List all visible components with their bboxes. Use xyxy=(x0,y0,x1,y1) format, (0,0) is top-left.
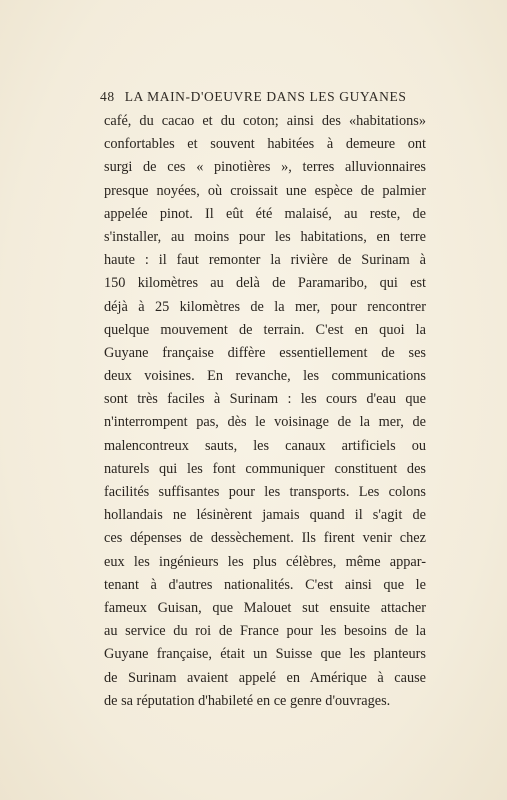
text-line: fameux Guisan, que Malouet sut ensuite attacher xyxy=(104,599,426,616)
text-line: surgi de ces « pinotières », terres alluvionnaires xyxy=(104,159,426,176)
text-line: facilités suffisantes pour les transports. Les colons xyxy=(104,484,426,500)
text-line: ces dépenses de dessèchement. Ils firent venir chez xyxy=(104,530,426,547)
text-line: café, du cacao et du coton; ainsi des «habitations» xyxy=(104,113,426,129)
text-line: appelée pinot. Il eût été malaisé, au reste, de xyxy=(104,205,426,222)
text-line: haute : il faut remonter la rivière de Surinam à xyxy=(104,252,426,269)
text-line: au service du roi de France pour les besoins de la xyxy=(104,623,426,640)
text-line: sont très faciles à Surinam : les cours d'eau que xyxy=(104,391,426,408)
running-title: LA MAIN-D'OEUVRE DANS LES GUYANES xyxy=(124,89,407,104)
text-line: quelque mouvement de terrain. C'est en quoi la xyxy=(104,321,426,338)
text-line: presque noyées, où croissait une espèce de palmier xyxy=(104,182,426,199)
text-line: de sa réputation d'habileté en ce genre d'ouvrages. xyxy=(104,692,391,709)
text-line: confortables et souvent habitées à demeure ont xyxy=(104,136,426,153)
text-line: n'interrompent pas, dès le voisinage de la mer, de xyxy=(104,414,426,431)
text-line: malencontreux sauts, les canaux artificiels ou xyxy=(104,437,426,454)
page-number: 48 xyxy=(100,89,115,104)
text-line: Guyane française, était un Suisse que les planteurs xyxy=(104,646,426,663)
text-line: s'installer, au moins pour les habitations, en terre xyxy=(104,228,426,245)
text-line: hollandais ne lésinèrent jamais quand il s'agit de xyxy=(104,507,426,524)
text-line: Guyane française diffère essentiellement de ses xyxy=(104,344,426,361)
body-text xyxy=(104,110,426,713)
text-line: déjà à 25 kilomètres de la mer, pour rencontrer xyxy=(104,298,426,315)
running-header xyxy=(100,86,422,108)
text-line: 150 kilomètres au delà de Paramaribo, qui est xyxy=(104,275,426,292)
text-line: deux voisines. En revanche, les communications xyxy=(104,368,426,385)
text-line: naturels qui les font communiquer constituent des xyxy=(104,460,426,477)
text-line: tenant à d'autres nationalités. C'est ainsi que le xyxy=(104,576,426,593)
text-line: de Surinam avaient appelé en Amérique à cause xyxy=(104,669,426,686)
text-line: eux les ingénieurs les plus célèbres, même appar- xyxy=(104,553,426,570)
